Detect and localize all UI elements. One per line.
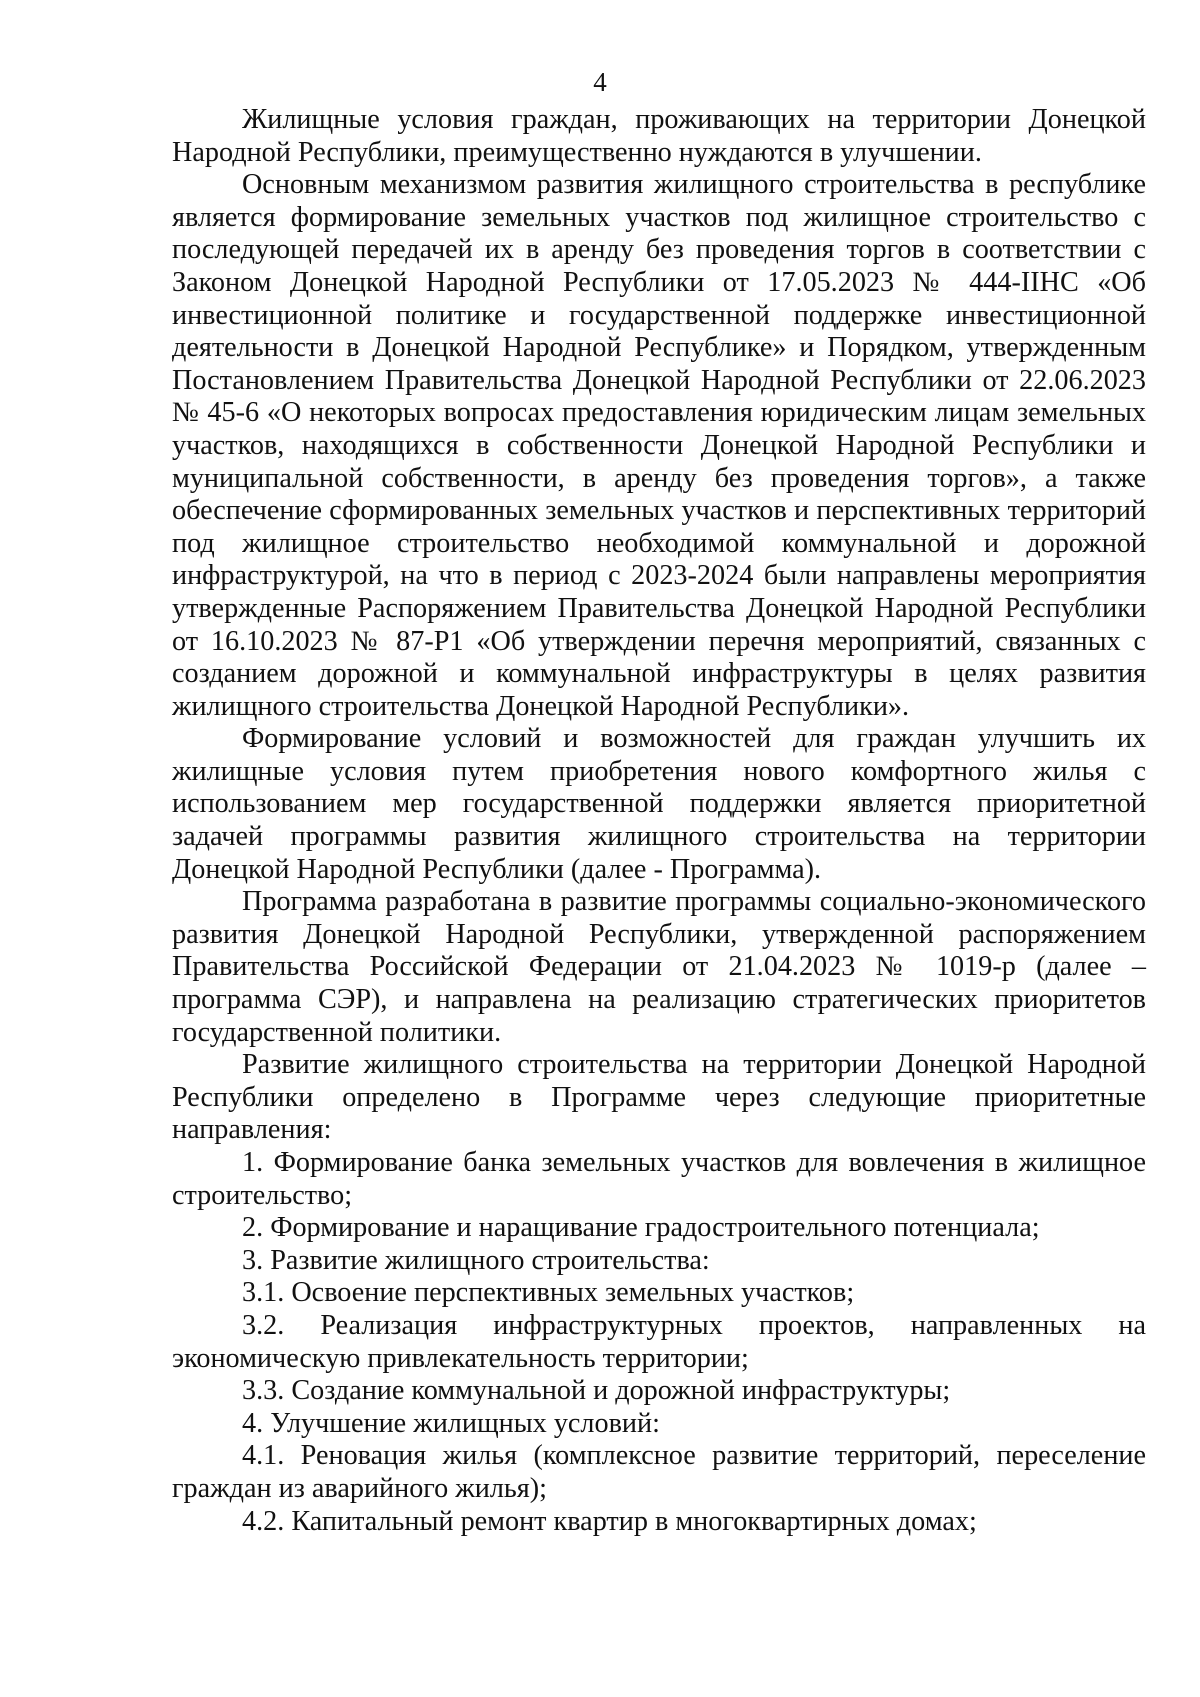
document-body (172, 104, 1146, 1538)
paragraph: Программа разработана в развитие программы социально-экономического развития Донецкой Народной Республики, утвержденной распоряжением Правительства Российской Федерации от 21.04.2023 № 1019-р (далее – программа СЭР), и направлена на реализацию стратегических приоритетов государственной политики. (172, 886, 1146, 1048)
list-item: 3.1. Освоение перспективных земельных участков; (242, 1277, 855, 1309)
list-item: 4.1. Реновация жилья (комплексное развитие территорий, переселение граждан из аварийного жилья); (172, 1440, 1146, 1504)
list-item: 3.3. Создание коммунальной и дорожной инфраструктуры; (242, 1375, 951, 1407)
paragraph: Формирование условий и возможностей для граждан улучшить их жилищные условия путем приобретения нового комфортного жилья с использованием мер государственной поддержки является приоритетной задачей программы развития жилищного строительства на территории Донецкой Народной Республики (далее - Программа). (172, 723, 1146, 885)
paragraph: Основным механизмом развития жилищного строительства в республике является формирование земельных участков под жилищное строительство с последующей передачей их в аренду без проведения торгов в соответствии с Законом Донецкой Народной Республики от 17.05.2023 № 444-IIНС «Об инвестиционной политике и государственной поддержке инвестиционной деятельности в Донецкой Народной Республике» и Порядком, утвержденным Постановлением Правительства Донецкой Народной Республики от 22.06.2023 № 45-6 «О некоторых вопросах предоставления юридическим лицам земельных участков, находящихся в собственности Донецкой Народной Республики и муниципальной собственности, в аренду без проведения торгов», а также обеспечение сформированных земельных участков и перспективных территорий под жилищное строительство необходимой коммунальной и дорожной инфраструктурой, на что в период с 2023-2024 были направлены мероприятия утвержденные Распоряжением Правительства Донецкой Народной Республики от 16.10.2023 № 87-Р1 «Об утверждении перечня мероприятий, связанных с созданием дорожной и коммунальной инфраструктуры в целях развития жилищного строительства Донецкой Народной Республики». (172, 169, 1146, 722)
paragraph: Развитие жилищного строительства на территории Донецкой Народной Республики определено в Программе через следующие приоритетные направления: (172, 1049, 1146, 1146)
list-item: 3.2. Реализация инфраструктурных проектов, направленных на экономическую привлекательность территории; (172, 1309, 1146, 1374)
page-number: 4 (593, 67, 607, 97)
list-item: 4.2. Капитальный ремонт квартир в многоквартирных домах; (242, 1505, 977, 1537)
paragraph: Жилищные условия граждан, проживающих на территории Донецкой Народной Республики, преимущественно нуждаются в улучшении. (172, 104, 1146, 168)
list-item: 2. Формирование и наращивание градостроительного потенциала; (242, 1212, 1040, 1244)
list-item: 1. Формирование банка земельных участков для вовлечения в жилищное строительство; (172, 1147, 1146, 1211)
list-item: 3. Развитие жилищного строительства: (242, 1244, 710, 1276)
list-item: 4. Улучшение жилищных условий: (242, 1407, 660, 1439)
